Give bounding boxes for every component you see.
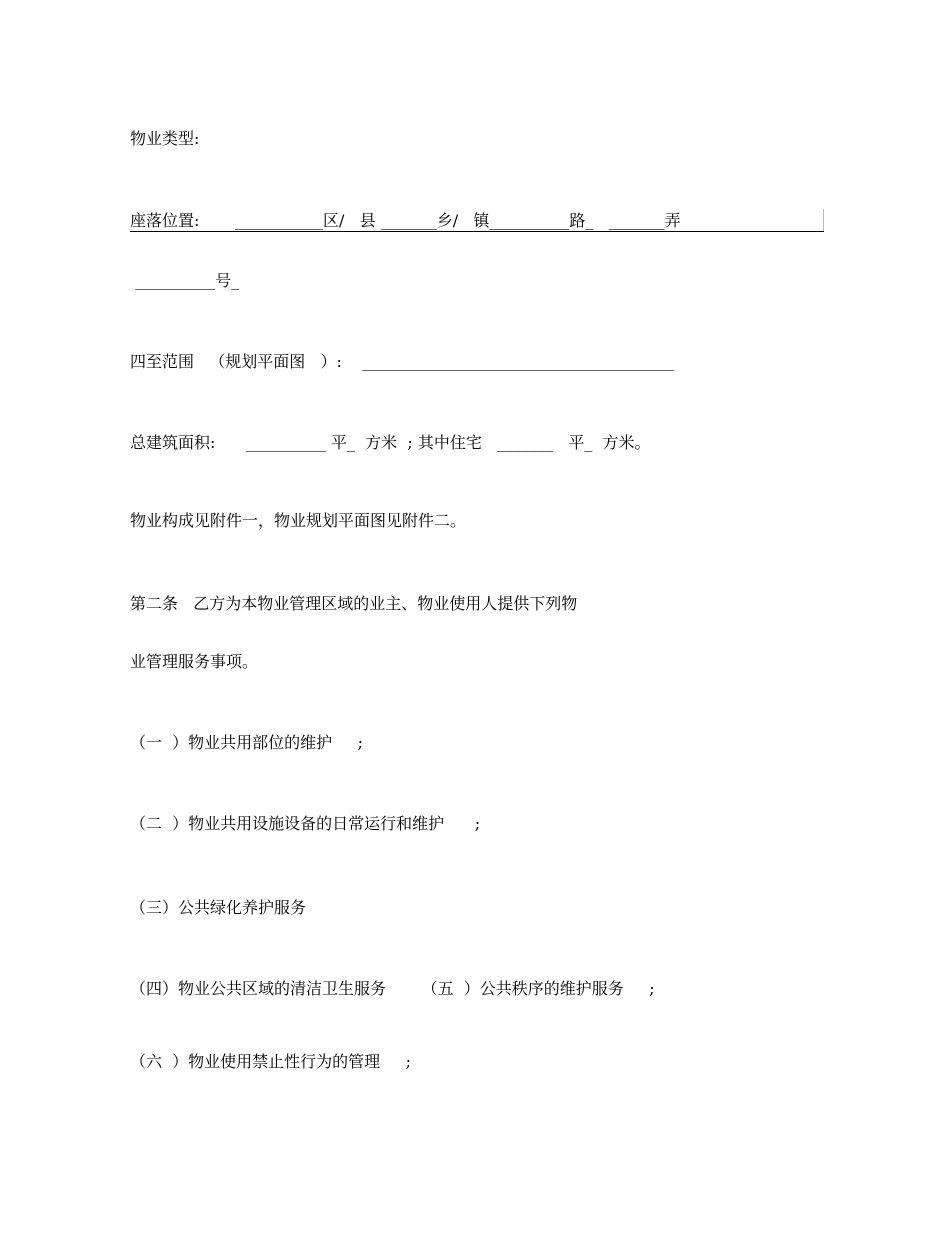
location-right-border (823, 209, 824, 231)
total-area-line: 总建筑面积: __________ 平_ 方米 ; 其中住宅 _______ 平_ 方米。 (130, 433, 651, 452)
composition-line: 物业构成见附件一，物业规划平面图见附件二。 (130, 511, 467, 530)
service-item-6: （六 ）物业使用禁止性行为的管理 ; (130, 1052, 411, 1071)
location-line-1: 座落位置: ___________区/ 县 _______乡/ 镇__________路_ _______弄 (130, 211, 681, 230)
service-item-1: （一 ）物业共用部位的维护 ; (130, 733, 363, 752)
service-item-3: （三）公共绿化养护服务 (130, 898, 307, 917)
location-line-2: __________号_ (130, 271, 240, 290)
service-item-4-5: （四）物业公共区域的清洁卫生服务 （五 ）公共秩序的维护服务 ; (130, 979, 655, 998)
property-type-label: 物业类型: (130, 129, 200, 148)
article-2-line-1: 第二条 乙方为本物业管理区域的业主、物业使用人提供下列物 (130, 594, 578, 613)
location-underline (130, 231, 824, 232)
article-2-line-2: 业管理服务事项。 (130, 652, 259, 671)
service-item-2: （二 ）物业共用设施设备的日常运行和维护 ; (130, 814, 481, 833)
boundary-line: 四至范围 （规划平面图 ）: _______________________________________ (130, 352, 675, 371)
